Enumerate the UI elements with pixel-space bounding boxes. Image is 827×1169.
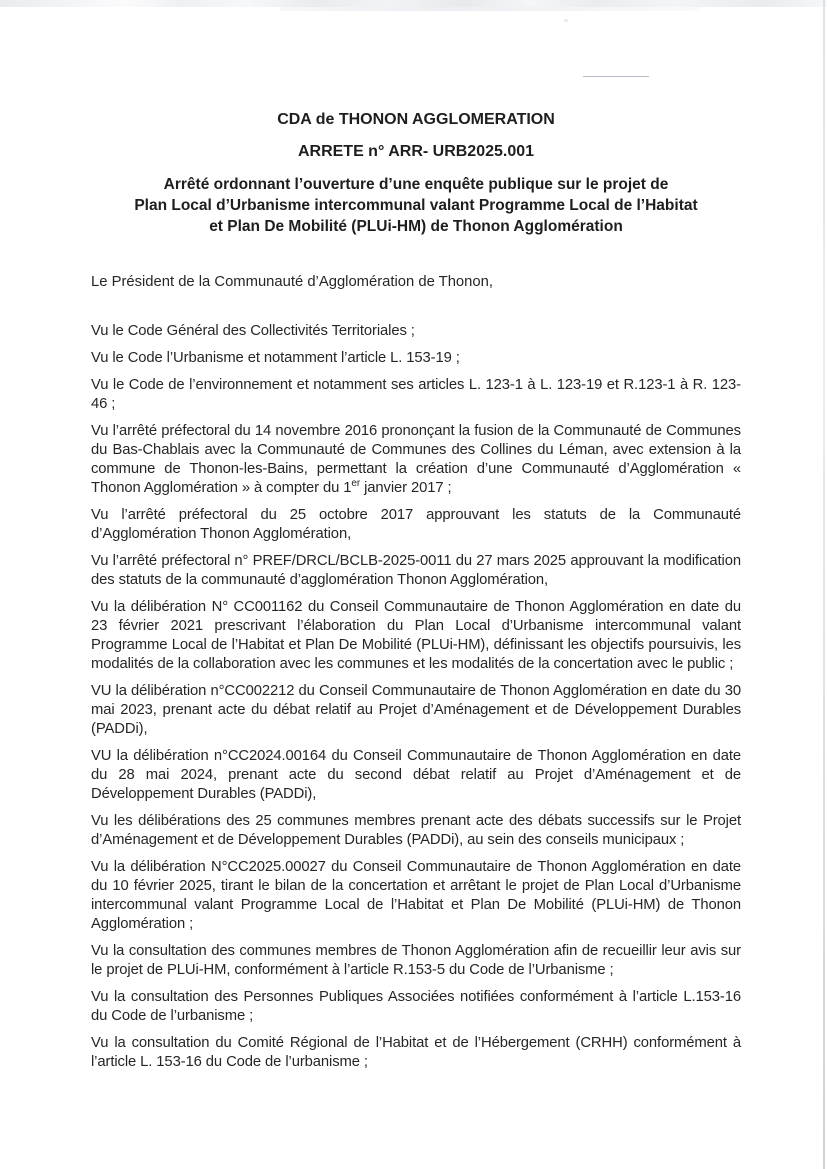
superscript-er: er (351, 478, 361, 490)
vu-paragraph-code-collectivites: Vu le Code Général des Collectivités Territoriales ; (91, 323, 415, 339)
document-title-line-3: et Plan De Mobilité (PLUi-HM) de Thonon Agglomération (209, 218, 623, 235)
vu-paragraph-deliberations-25-communes: Vu les délibérations des 25 communes membres prenant acte des débats successifs sur le Projet d’Aménagement et de Développement Durables (PADDi), au sein des conseils municipaux ; (91, 813, 741, 848)
vu-paragraph-code-urbanisme: Vu le Code l’Urbanisme et notamment l’article L. 153-19 ; (91, 350, 460, 366)
vu-paragraph-arrete-2016-fusion-part2: janvier 2017 ; (360, 480, 452, 496)
vu-paragraph-consultation-ppa: Vu la consultation des Personnes Publiques Associées notifiées conformément à l’article L.153-16 du Code de l’urbanisme ; (91, 989, 741, 1024)
vu-paragraph-deliberation-cc2024-00164: VU la délibération n°CC2024.00164 du Conseil Communautaire de Thonon Agglomération en date du 28 mai 2024, prenant acte du second débat relatif au Projet d’Aménagement et de Développement Durables (PADDi), (91, 748, 741, 802)
vu-paragraph-consultation-communes: Vu la consultation des communes membres de Thonon Agglomération afin de recueillir leur avis sur le projet de PLUi-HM, conformément à l’article R.153-5 du Code de l’Urbanisme ; (91, 943, 741, 978)
vu-paragraphs (91, 322, 741, 1072)
vu-paragraph-arrete-2017-statuts: Vu l’arrêté préfectoral du 25 octobre 2017 approuvant les statuts de la Communauté d’Agglomération Thonon Agglomération, (91, 507, 741, 542)
vu-paragraph-consultation-crhh: Vu la consultation du Comité Régional de l’Habitat et de l’Hébergement (CRHH) conformément à l’article L. 153-16 du Code de l’urbanisme ; (91, 1035, 741, 1070)
document-title-line-1: Arrêté ordonnant l’ouverture d’une enquête publique sur le projet de (163, 176, 669, 193)
document-title (91, 174, 741, 237)
vu-paragraph-deliberation-cc2025-00027: Vu la délibération N°CC2025.00027 du Conseil Communautaire de Thonon Agglomération en date du 10 février 2025, tirant le bilan de la concertation et arrêtant le projet de Plan Local d’Urbanisme intercommunal valant Programme Local de l’Habitat et Plan De Mobilité (PLUi-HM) de Thonon Agglomération ; (91, 859, 741, 932)
vu-paragraph-arrete-2016-fusion-part1: Vu l’arrêté préfectoral du 14 novembre 2016 prononçant la fusion de la Communauté de Communes du Bas-Chablais avec la Communauté de Communes des Collines du Léman, avec extension à la commune de Thonon-les-Bains, permettant la création d’une Communauté d’Agglomération « Thonon Agglomération » à compter du 1 (91, 423, 741, 496)
opening-line: Le Président de la Communauté d’Agglomération de Thonon, (91, 274, 493, 290)
arrete-number: ARRETE n° ARR- URB2025.001 (297, 143, 535, 160)
vu-paragraph-deliberation-cc001162: Vu la délibération N° CC001162 du Conseil Communautaire de Thonon Agglomération en date du 23 février 2021 prescrivant l’élaboration du Plan Local d’Urbanisme intercommunal valant Programme Local de l’Habitat et Plan De Mobilité (PLUi-HM), définissant les objectifs poursuivis, les modalités de la collaboration avec les communes et les modalités de la concertation avec le public ; (91, 599, 741, 672)
document-page (91, 0, 741, 1080)
vu-paragraph-arrete-2025-modification: Vu l’arrêté préfectoral n° PREF/DRCL/BCLB-2025-0011 du 27 mars 2025 approuvant la modification des statuts de la communauté d’agglomération Thonon Agglomération, (91, 553, 741, 588)
scan-artifact-right-edge (823, 0, 825, 1169)
organization-title: CDA de THONON AGGLOMERATION (277, 111, 555, 128)
vu-paragraph-arrete-2016-fusion (91, 422, 741, 498)
document-title-line-2: Plan Local d’Urbanisme intercommunal valant Programme Local de l’Habitat (134, 197, 698, 214)
vu-paragraph-code-environnement: Vu le Code de l’environnement et notamment ses articles L. 123-1 à L. 123-19 et R.123-1 à R. 123-46 ; (91, 377, 741, 412)
vu-paragraph-deliberation-cc002212: VU la délibération n°CC002212 du Conseil Communautaire de Thonon Agglomération en date du 30 mai 2023, prenant acte du débat relatif au Projet d’Aménagement et de Développement Durables (PADDi), (91, 683, 741, 737)
